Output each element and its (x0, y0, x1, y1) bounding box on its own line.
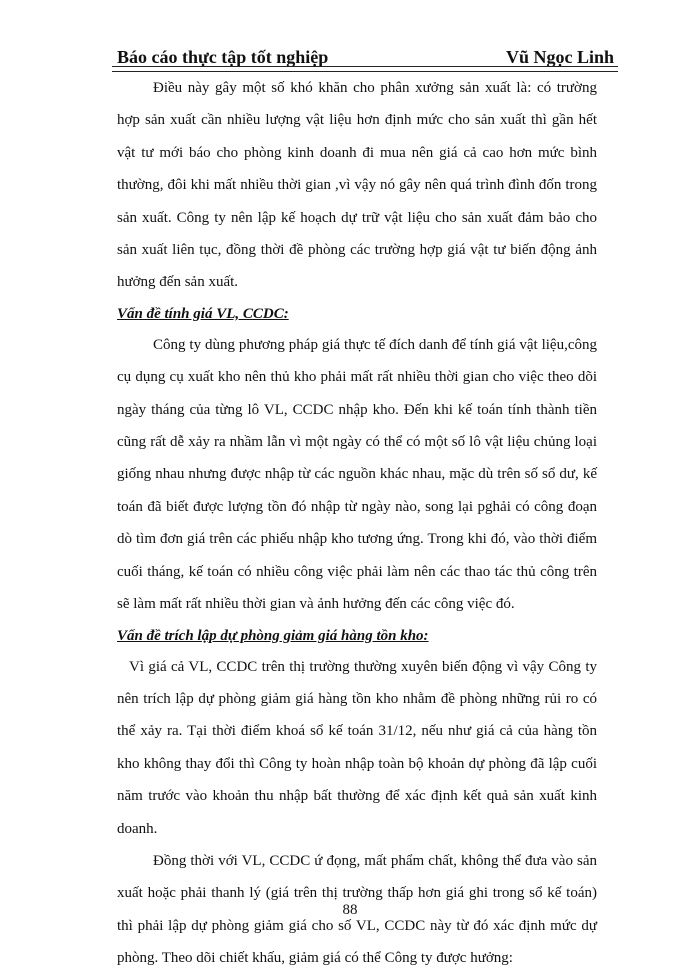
section-heading-2: Vấn đề trích lập dự phòng giảm giá hàng tồn kho: (117, 627, 429, 644)
running-header (117, 38, 614, 68)
section-heading-1: Vấn đề tính giá VL, CCDC: (117, 305, 289, 322)
page-number: 88 (342, 902, 358, 918)
document-body (117, 72, 597, 975)
paragraph-1: Điều này gây một số khó khăn cho phân xưởng sản xuất là: có trường hợp sản xuất cần nhiều lượng vật liệu hơn định mức cho sản xuất thì gần hết vật tư mới báo cho phòng kinh doanh đi mua nên giá cả cao hơn mức bình thường, đôi khi mất nhiều thời gian ,vì vậy nó gây nên quá trình đình đốn trong sản xuất. Công ty nên lập kế hoạch dự trữ vật liệu cho sản xuất đảm bảo cho sản xuất liên tục, đồng thời đề phòng các trường hợp giá vật tư biến động ảnh hưởng đến sản xuất. (117, 80, 597, 291)
paragraph-4: Đồng thời với VL, CCDC ứ đọng, mất phẩm chất, không thể đưa vào sản xuất hoặc phải thanh lý (giá trên thị trường thấp hơn giá ghi trong sổ kế toán) thì phải lập dự phòng giảm giá cho số VL, CCDC này từ đó xác định mức dự phòng. Theo dõi chiết khấu, giảm giá có thể Công ty được hưởng: (117, 852, 597, 967)
paragraph-3: Vì giá cả VL, CCDC trên thị trường thường xuyên biến động vì vậy Công ty nên trích lập dự phòng giảm giá hàng tồn kho nhằm đề phòng những rủi ro có thể xảy ra. Tại thời điểm khoá sổ kế toán 31/12, nếu như giá cả của hàng tồn kho không thay đổi thì Công ty hoàn nhập toàn bộ khoản dự phòng đã lập cuối năm trước vào khoản thu nhập bất thường để xác định kết quả sản xuất kinh doanh. (117, 658, 597, 837)
header-author: Vũ Ngọc Linh (505, 47, 614, 67)
header-title: Báo cáo thực tập tốt nghiệp (117, 47, 329, 67)
paragraph-2: Công ty dùng phương pháp giá thực tế đích danh để tính giá vật liệu,công cụ dụng cụ xuất kho nên thủ kho phải mất rất nhiều thời gian cho việc theo dõi ngày tháng của từng lô VL, CCDC nhập kho. Đến khi kế toán tính thành tiền cũng rất dễ xảy ra nhầm lẫn vì một ngày có thể có một số lô vật liệu chủng loại giống nhau nhưng được nhập từ các nguồn khác nhau, mặc dù trên số sổ dư, kế toán đã biết được lượng tồn đó nhập từ ngày nào, song lại pghải có công đoạn dò tìm đơn giá trên các phiếu nhập kho tương ứng. Trong khi đó, vào thời điểm cuối tháng, kế toán có nhiều công việc phải làm nên các thao tác thủ công trên sẽ làm mất rất nhiều thời gian và ảnh hưởng đến các công việc đó. (117, 336, 597, 613)
